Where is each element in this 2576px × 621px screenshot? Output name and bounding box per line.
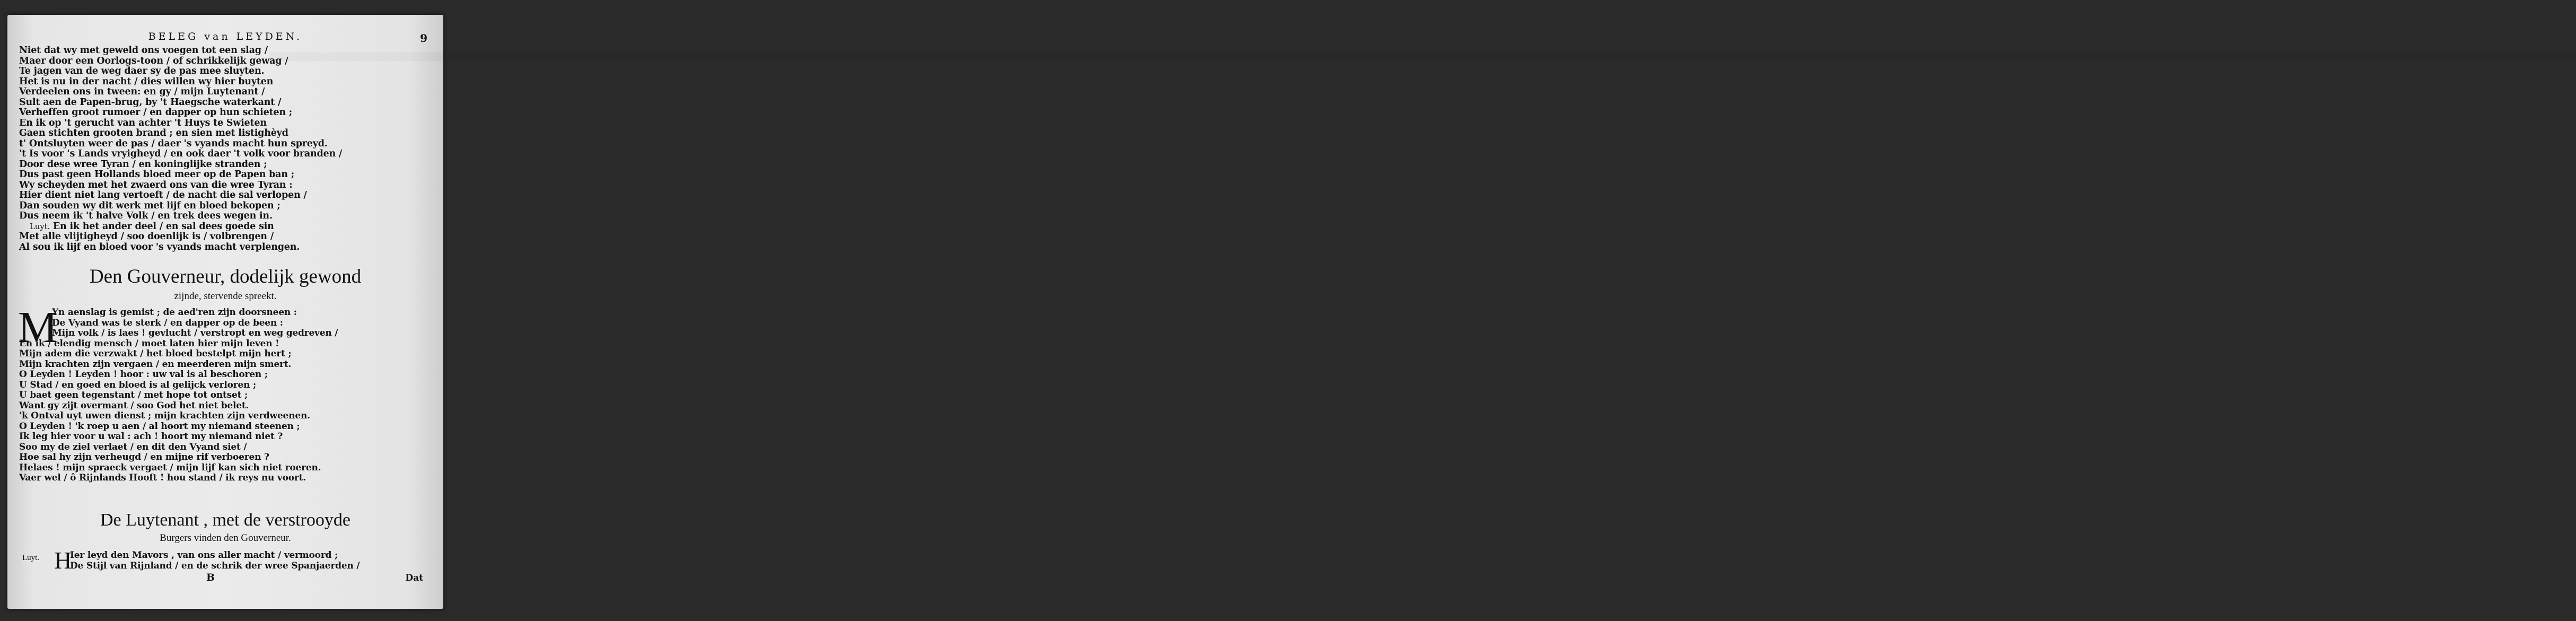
page-number: 9 bbox=[420, 32, 427, 45]
verse-line: Sult aen de Papen-brug, by 't Haegsche waterkant / bbox=[19, 97, 282, 108]
verse-line: De Vyand was te sterk / en dapper op de been : bbox=[52, 317, 283, 328]
verse-line: Dus neem ik 't halve Volk / en trek dees wegen in. bbox=[19, 211, 273, 221]
verse-line: Wy scheyden met het zwaerd ons van die wree Tyran : bbox=[19, 179, 293, 190]
verse-block-2 bbox=[19, 308, 338, 484]
section-subheading-luytenant: Burgers vinden den Gouverneur. bbox=[160, 532, 291, 544]
signature-mark: B bbox=[206, 572, 215, 583]
verse-line: Mijn krachten zijn vergaen / en meerderen mijn smert. bbox=[19, 358, 292, 370]
verse-line: O Leyden ! 'k roep u aen / al hoort my niemand steenen ; bbox=[19, 421, 300, 432]
verse-block-3 bbox=[70, 550, 360, 571]
verse-line: Mijn adem die verzwakt / het bloed bestelpt mijn hert ; bbox=[19, 348, 292, 359]
verse-line: En ik op 't gerucht van achter 't Huys te Swieten bbox=[19, 117, 267, 128]
verse-line: Yn aenslag is gemist ; de aed'ren zijn doorsneen : bbox=[52, 307, 297, 318]
verse-line: En ik / elendig mensch / moet laten hier mijn leven ! bbox=[19, 338, 279, 349]
verse-line: t' Ontsluyten weer de pas / daer 's vyands macht hun spreyd. bbox=[19, 138, 328, 149]
verse-line: Al sou ik lijf en bloed voor 's vyands macht verplengen. bbox=[19, 241, 300, 252]
verse-line: Hier dient niet lang vertoeft / de nacht die sal verlopen / bbox=[19, 190, 307, 200]
verse-line: O Leyden ! Leyden ! hoor : uw val is al beschoren ; bbox=[19, 369, 268, 380]
verse-line: Ik leg hier voor u wal : ach ! hoort my niemand niet ? bbox=[19, 431, 283, 442]
verse-line: Helaes ! mijn spraeck vergaet / mijn lijf kan sich niet roeren. bbox=[19, 462, 321, 473]
verse-block-1 bbox=[19, 46, 342, 252]
verse-line: U Stad / en goed en bloed is al gelijck verloren ; bbox=[19, 379, 257, 390]
verse-line: Vaer wel / ô Rijnlands Hooft ! hou stand / ik reys nu voort. bbox=[19, 473, 306, 483]
verse-line: 't Is voor 's Lands vryigheyd / en ook daer 't volk voor branden / bbox=[19, 148, 343, 159]
show-through-texture: ▒▒▒▒▒▒▒▒▒▒▒▒▒▒▒▒▒▒▒▒▒▒▒▒▒▒▒▒▒▒▒▒▒▒▒▒▒▒▒▒▒▒▒▒▒▒▒▒▒▒▒▒▒▒▒▒▒▒▒▒▒▒▒▒▒▒▒▒▒▒▒▒▒▒▒▒▒▒▒▒▒▒▒▒▒▒▒▒▒▒▒▒▒▒▒▒▒▒▒▒▒▒▒▒▒▒▒▒▒▒▒▒▒▒▒▒▒▒▒▒▒▒▒▒▒▒▒▒▒▒▒▒▒▒▒▒▒▒▒▒▒▒▒▒▒▒▒▒▒▒▒▒▒▒▒▒▒▒▒▒▒▒▒▒▒▒▒▒▒▒▒▒▒▒▒▒▒▒▒▒▒▒▒▒▒▒▒▒▒▒▒▒▒▒▒▒▒▒▒▒▒▒▒▒▒▒▒▒▒▒▒▒▒▒▒▒▒▒▒▒▒▒▒▒▒▒▒▒▒▒▒▒▒▒▒▒▒▒▒▒▒▒▒▒▒▒▒▒▒▒▒▒▒▒▒▒▒▒▒▒▒▒▒▒▒▒▒▒▒▒▒▒▒▒▒▒▒▒▒▒▒▒▒▒▒▒▒▒▒▒▒▒▒▒▒▒▒▒▒▒▒▒▒▒▒▒▒▒▒▒▒▒▒▒▒▒▒▒▒▒▒▒▒▒▒▒▒▒▒▒▒▒▒▒▒▒▒▒▒▒▒▒▒▒▒▒▒▒▒▒▒▒▒▒▒▒▒▒▒▒▒▒▒▒▒▒▒▒▒▒▒▒▒▒▒▒▒▒▒▒▒▒▒▒▒▒▒▒▒▒▒▒▒▒▒▒▒▒▒▒▒▒▒▒ bbox=[269, 53, 2576, 62]
verse-line: Gaen stichten grooten brand ; en sien met listighèyd bbox=[19, 128, 288, 138]
verse-line: Ier leyd den Mavors , van ons aller macht / vermoord ; bbox=[70, 550, 338, 561]
verse-line: Maer door een Oorlogs-toon / of schrikkelijk gewag / bbox=[19, 55, 288, 66]
verse-line: Door dese wree Tyran / en koninglijke stranden ; bbox=[19, 159, 267, 170]
verse-line: Te jagen van de weg daer sy de pas mee sluyten. bbox=[19, 66, 265, 76]
verse-line: De Stijl van Rijnland / en de schrik der wree Spanjaerden / bbox=[70, 560, 360, 571]
verse-line: Met alle vlijtigheyd / soo doenlijk is / volbrengen / bbox=[19, 231, 274, 242]
speaker-label: Luyt. bbox=[30, 221, 50, 231]
drop-cap-h: H bbox=[54, 547, 72, 574]
verse-line: 'k Ontval uyt uwen dienst ; mijn krachten zijn verdweenen. bbox=[19, 410, 310, 421]
section-heading-luytenant: De Luytenant , met de verstrooyde bbox=[100, 510, 351, 530]
catchword: Dat bbox=[405, 573, 423, 583]
running-head: BELEG van LEYDEN. bbox=[148, 31, 303, 42]
verse-line: Soo my de ziel verlaet / en dit den Vyand siet / bbox=[19, 441, 247, 452]
verse-line: Dus past geen Hollands bloed meer op de Papen ban ; bbox=[19, 169, 294, 180]
verse-line: Het is nu in der nacht / dies willen wy hier buyten bbox=[19, 76, 274, 87]
section-subheading-gouverneur: zijnde, stervende spreekt. bbox=[174, 291, 277, 302]
verse-line: Want gy zijt overmant / soo God het niet belet. bbox=[19, 400, 249, 411]
book-page bbox=[7, 15, 2576, 609]
verse-line: Verdeelen ons in tween: en gy / mijn Luytenant / bbox=[19, 86, 265, 97]
speaker-label-luyt: Luyt. bbox=[22, 554, 40, 562]
verse-line: Verheffen groot rumoer / en dapper op hun schieten ; bbox=[19, 107, 293, 118]
verse-line: Dan souden wy dit werk met lijf en bloed bekopen ; bbox=[19, 200, 281, 211]
verse-line: Mijn volk / is laes ! gevlucht / verstropt en weg gedreven / bbox=[52, 328, 338, 338]
verse-text: En ik het ander deel / en sal dees goede sin bbox=[52, 221, 274, 232]
verse-line: Hoe sal hy zijn verheugd / en mijne rif verboeren ? bbox=[19, 452, 269, 462]
drop-cap-m: M bbox=[18, 303, 58, 352]
section-heading-gouverneur: Den Gouverneur, dodelijk gewond bbox=[89, 266, 362, 287]
verse-line: Niet dat wy met geweld ons voegen tot een slag / bbox=[19, 45, 268, 56]
verse-line-speaker bbox=[19, 222, 342, 232]
verse-line: U baet geen tegenstant / met hope tot ontset ; bbox=[19, 390, 248, 400]
